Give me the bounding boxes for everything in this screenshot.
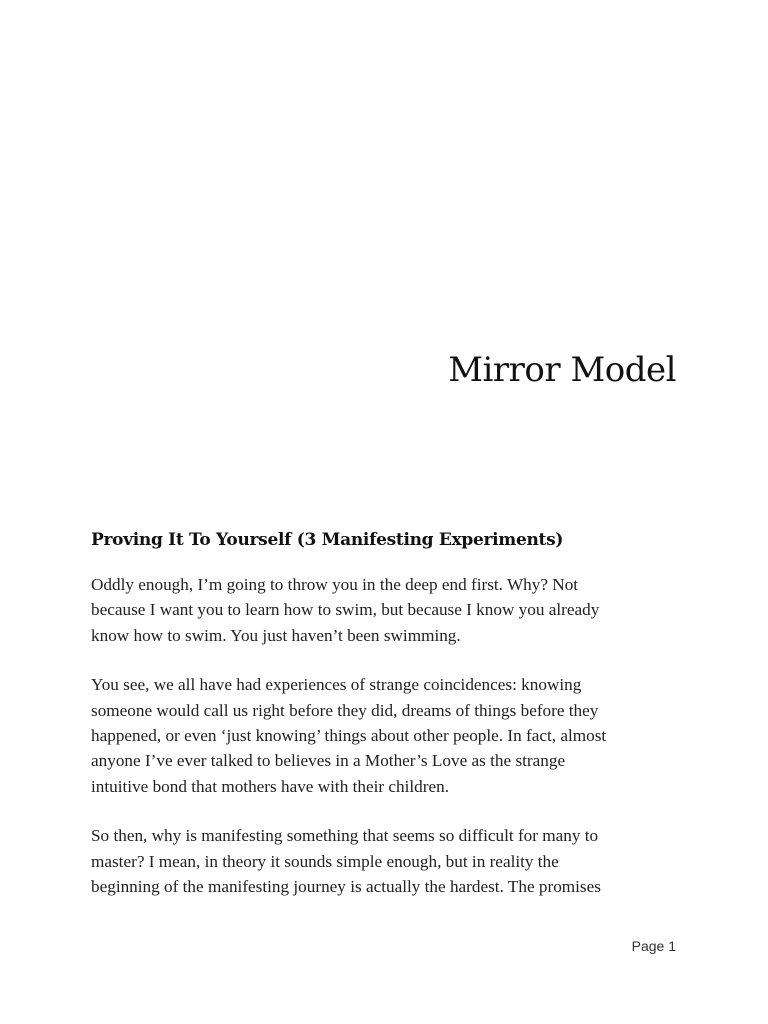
page-number: Page 1 — [631, 938, 676, 954]
chapter-title: Mirror Model — [448, 350, 676, 390]
body-paragraph — [91, 672, 681, 799]
body-paragraph — [91, 823, 681, 899]
paragraph-line: beginning of the manifesting journey is actually the hardest. The promises — [91, 877, 601, 897]
paragraph-line: intuitive bond that mothers have with their children. — [91, 776, 449, 796]
paragraph-line: anyone I’ve ever talked to believes in a Mother’s Love as the strange — [91, 751, 566, 771]
paragraph-line: because I want you to learn how to swim, but because I know you already — [91, 600, 600, 620]
paragraph-line: someone would call us right before they did, dreams of things before they — [91, 700, 599, 720]
paragraph-line: So then, why is manifesting something that seems so difficult for many to — [91, 826, 599, 846]
paragraph-line: know how to swim. You just haven’t been swimming. — [91, 625, 461, 645]
paragraph-line: happened, or even ‘just knowing’ things about other people. In fact, almost — [91, 726, 607, 746]
section-heading: Proving It To Yourself (3 Manifesting Experiments) — [91, 530, 564, 550]
paragraph-line: Oddly enough, I’m going to throw you in the deep end first. Why? Not — [91, 575, 579, 594]
paragraph-line: master? I mean, in theory it sounds simple enough, but in reality the — [91, 851, 559, 871]
body-paragraph — [91, 572, 681, 648]
paragraph-line: You see, we all have had experiences of strange coincidences: knowing — [91, 675, 582, 695]
chapter-body — [91, 530, 681, 923]
